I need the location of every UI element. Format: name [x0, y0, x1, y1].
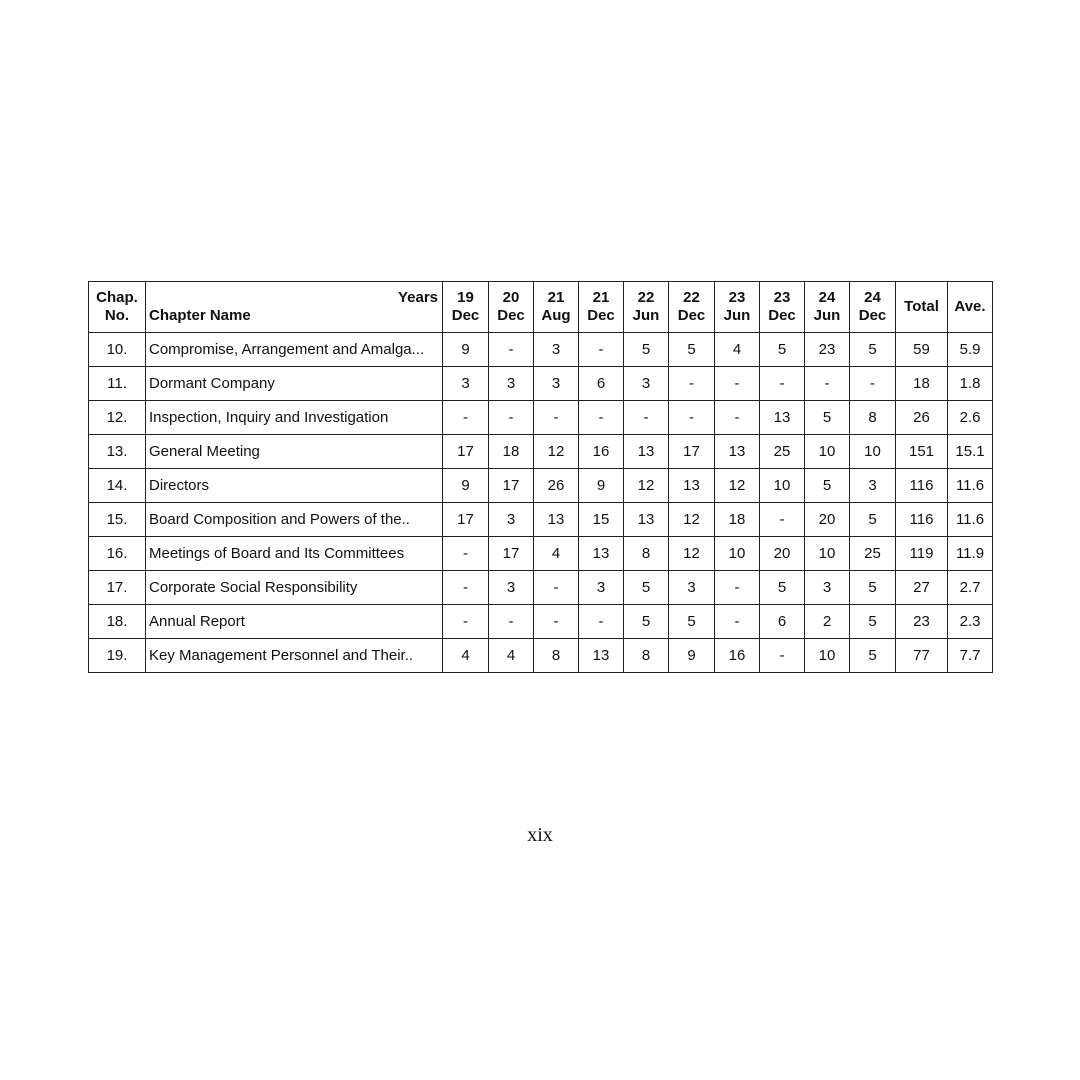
marks-cell: 18	[715, 503, 760, 537]
total-cell: 27	[896, 571, 948, 605]
marks-cell: 9	[443, 333, 489, 367]
marks-cell: -	[579, 401, 624, 435]
marks-cell: 3	[669, 571, 715, 605]
session-label: 22 Jun	[632, 289, 660, 324]
chapter-number-cell: 19.	[89, 639, 146, 673]
marks-cell: 6	[579, 367, 624, 401]
marks-cell: 12	[624, 469, 669, 503]
session-label: 23 Jun	[723, 289, 751, 324]
marks-cell: 12	[534, 435, 579, 469]
marks-cell: 9	[579, 469, 624, 503]
session-label: 22 Dec	[677, 289, 706, 324]
marks-cell: 9	[669, 639, 715, 673]
marks-cell: 12	[669, 537, 715, 571]
marks-cell: 8	[624, 537, 669, 571]
marks-cell: 13	[579, 537, 624, 571]
marks-cell: 8	[534, 639, 579, 673]
total-cell: 116	[896, 469, 948, 503]
marks-cell: 6	[760, 605, 805, 639]
marks-cell: 13	[715, 435, 760, 469]
marks-cell: 13	[624, 503, 669, 537]
marks-cell: 16	[715, 639, 760, 673]
chapter-number-cell: 13.	[89, 435, 146, 469]
marks-cell: 5	[624, 605, 669, 639]
marks-cell: 10	[805, 435, 850, 469]
chapter-number-cell: 11.	[89, 367, 146, 401]
average-cell: 11.6	[948, 503, 993, 537]
marks-cell: -	[443, 605, 489, 639]
page-number: xix	[527, 824, 553, 846]
average-cell: 2.3	[948, 605, 993, 639]
marks-cell: 4	[715, 333, 760, 367]
marks-cell: 10	[760, 469, 805, 503]
session-header	[624, 282, 669, 333]
chapter-number-cell: 17.	[89, 571, 146, 605]
marks-cell: 5	[624, 333, 669, 367]
session-header	[443, 282, 489, 333]
total-cell: 23	[896, 605, 948, 639]
marks-cell: 23	[805, 333, 850, 367]
marks-cell: 3	[624, 367, 669, 401]
chapter-name-cell: Compromise, Arrangement and Amalga...	[146, 333, 443, 367]
chapter-name-cell: Corporate Social Responsibility	[146, 571, 443, 605]
average-cell: 1.8	[948, 367, 993, 401]
marks-cell: -	[715, 571, 760, 605]
total-cell: 119	[896, 537, 948, 571]
session-header	[669, 282, 715, 333]
marks-cell: 5	[805, 469, 850, 503]
marks-cell: -	[760, 503, 805, 537]
session-label: 24 Dec	[858, 289, 887, 324]
marks-cell: 17	[489, 469, 534, 503]
chap-no-label: Chap. No.	[96, 289, 138, 324]
marks-cell: 5	[850, 605, 896, 639]
marks-cell: -	[579, 605, 624, 639]
marks-distribution-table	[88, 281, 993, 673]
marks-cell: -	[534, 605, 579, 639]
chapter-name-cell: Directors	[146, 469, 443, 503]
average-cell: 11.6	[948, 469, 993, 503]
chapter-name-header	[146, 282, 443, 333]
marks-cell: -	[624, 401, 669, 435]
marks-cell: 5	[624, 571, 669, 605]
marks-cell: -	[489, 333, 534, 367]
chapter-number-cell: 14.	[89, 469, 146, 503]
table-row	[89, 605, 993, 639]
marks-cell: 17	[443, 435, 489, 469]
marks-cell: 26	[534, 469, 579, 503]
marks-cell: 17	[489, 537, 534, 571]
total-cell: 151	[896, 435, 948, 469]
chapter-name-cell: Inspection, Inquiry and Investigation	[146, 401, 443, 435]
marks-cell: 13	[624, 435, 669, 469]
header-row	[89, 282, 993, 333]
marks-cell: 10	[805, 537, 850, 571]
table-row	[89, 401, 993, 435]
marks-cell: 5	[760, 571, 805, 605]
marks-cell: 13	[534, 503, 579, 537]
marks-cell: 8	[624, 639, 669, 673]
average-cell: 7.7	[948, 639, 993, 673]
marks-cell: 3	[489, 503, 534, 537]
average-cell: 11.9	[948, 537, 993, 571]
chapter-name-cell: Annual Report	[146, 605, 443, 639]
marks-cell: 20	[805, 503, 850, 537]
marks-cell: 9	[443, 469, 489, 503]
chap-no-header	[89, 282, 146, 333]
marks-cell: 10	[850, 435, 896, 469]
marks-cell: -	[443, 401, 489, 435]
marks-cell: -	[443, 571, 489, 605]
marks-cell: 10	[715, 537, 760, 571]
marks-cell: 5	[850, 333, 896, 367]
marks-cell: -	[715, 401, 760, 435]
marks-cell: -	[715, 605, 760, 639]
session-header	[534, 282, 579, 333]
total-cell: 18	[896, 367, 948, 401]
marks-cell: 5	[850, 639, 896, 673]
chapter-number-cell: 15.	[89, 503, 146, 537]
chapter-name-cell: General Meeting	[146, 435, 443, 469]
marks-cell: 10	[805, 639, 850, 673]
table-row	[89, 571, 993, 605]
marks-cell: 2	[805, 605, 850, 639]
session-header	[850, 282, 896, 333]
session-header	[489, 282, 534, 333]
session-label: 23 Dec	[768, 289, 796, 324]
table-row	[89, 503, 993, 537]
table-row	[89, 469, 993, 503]
marks-cell: -	[489, 605, 534, 639]
chapter-name-cell: Key Management Personnel and Their..	[146, 639, 443, 673]
chapter-number-cell: 10.	[89, 333, 146, 367]
table-row	[89, 435, 993, 469]
table-row	[89, 537, 993, 571]
marks-cell: -	[760, 639, 805, 673]
session-header	[715, 282, 760, 333]
marks-cell: 3	[489, 367, 534, 401]
marks-cell: 18	[489, 435, 534, 469]
marks-cell: 4	[534, 537, 579, 571]
marks-cell: 8	[850, 401, 896, 435]
session-header	[805, 282, 850, 333]
marks-cell: 5	[850, 503, 896, 537]
marks-cell: 15	[579, 503, 624, 537]
session-header	[579, 282, 624, 333]
marks-cell: 3	[534, 367, 579, 401]
marks-cell: 3	[443, 367, 489, 401]
table-row	[89, 639, 993, 673]
session-header	[760, 282, 805, 333]
marks-cell: -	[715, 367, 760, 401]
chapter-name-cell: Board Composition and Powers of the..	[146, 503, 443, 537]
marks-cell: 20	[760, 537, 805, 571]
years-label: Years	[397, 289, 438, 306]
marks-cell: 3	[579, 571, 624, 605]
marks-cell: -	[760, 367, 805, 401]
marks-cell: 12	[669, 503, 715, 537]
marks-cell: 3	[805, 571, 850, 605]
chapter-name-cell: Meetings of Board and Its Committees	[146, 537, 443, 571]
marks-cell: 3	[489, 571, 534, 605]
chapter-name-cell: Dormant Company	[146, 367, 443, 401]
chapter-name-label: Chapter Name	[149, 307, 251, 324]
marks-cell: 16	[579, 435, 624, 469]
total-cell: 59	[896, 333, 948, 367]
marks-cell: 25	[850, 537, 896, 571]
marks-cell: 13	[760, 401, 805, 435]
marks-cell: 25	[760, 435, 805, 469]
marks-cell: -	[850, 367, 896, 401]
table-row	[89, 333, 993, 367]
marks-cell: 5	[760, 333, 805, 367]
marks-cell: 3	[534, 333, 579, 367]
marks-cell: 13	[669, 469, 715, 503]
chapter-number-cell: 12.	[89, 401, 146, 435]
average-header: Ave.	[948, 282, 993, 333]
marks-cell: -	[443, 537, 489, 571]
marks-cell: 4	[443, 639, 489, 673]
marks-cell: 5	[669, 605, 715, 639]
marks-cell: 13	[579, 639, 624, 673]
session-label: 21 Aug	[541, 289, 571, 324]
marks-cell: -	[669, 367, 715, 401]
marks-cell: 12	[715, 469, 760, 503]
marks-cell: -	[805, 367, 850, 401]
marks-cell: -	[669, 401, 715, 435]
marks-cell: 5	[805, 401, 850, 435]
total-header: Total	[896, 282, 948, 333]
total-cell: 26	[896, 401, 948, 435]
marks-cell: 5	[850, 571, 896, 605]
total-cell: 116	[896, 503, 948, 537]
chapter-number-cell: 18.	[89, 605, 146, 639]
session-label: 24 Jun	[813, 289, 841, 324]
average-cell: 2.6	[948, 401, 993, 435]
marks-cell: -	[579, 333, 624, 367]
table-row	[89, 367, 993, 401]
table-body	[89, 333, 993, 673]
marks-cell: 5	[669, 333, 715, 367]
marks-cell: -	[534, 401, 579, 435]
total-cell: 77	[896, 639, 948, 673]
average-cell: 5.9	[948, 333, 993, 367]
marks-cell: 3	[850, 469, 896, 503]
marks-cell: -	[489, 401, 534, 435]
chapter-number-cell: 16.	[89, 537, 146, 571]
marks-cell: 4	[489, 639, 534, 673]
session-label: 21 Dec	[587, 289, 615, 324]
average-cell: 2.7	[948, 571, 993, 605]
marks-cell: 17	[669, 435, 715, 469]
average-cell: 15.1	[948, 435, 993, 469]
session-label: 20 Dec	[497, 289, 525, 324]
session-label: 19 Dec	[451, 289, 480, 324]
marks-cell: 17	[443, 503, 489, 537]
marks-cell: -	[534, 571, 579, 605]
